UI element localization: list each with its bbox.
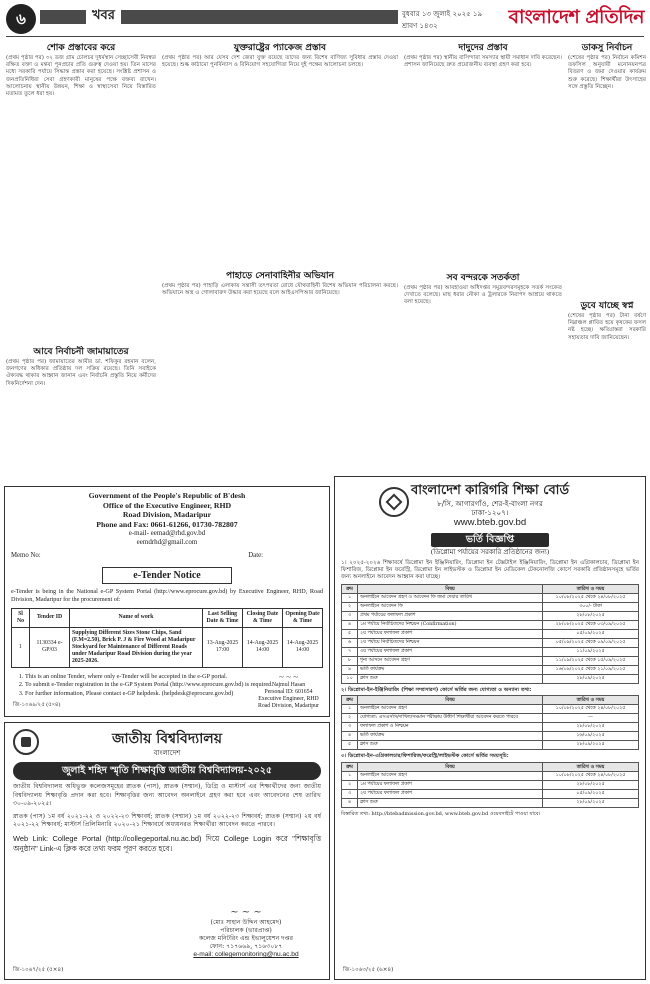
tender-email-1: e-mail- eemad@rhd.gov.bd [128,529,206,537]
header-opening: Opening Date & Time [283,608,323,627]
table-cell: ৪ [342,620,358,629]
table-cell: ৩য় পর্যায়ের ফলাফল প্রকাশ [358,647,543,656]
signature-title: Executive Engineer, RHD [258,696,319,702]
table-header-cell: ক্রম [342,696,358,705]
bteb-crest-icon [379,487,409,517]
schedule-table-1 [341,584,639,684]
table-header-cell: ক্রম [342,584,358,593]
table-header-cell: তারিখ ও সময় [543,763,639,772]
table-cell: ২৮/০৯/২০২৫ [543,741,639,750]
signature-email[interactable]: e-mail: collegemonitoring@nu.ac.bd [193,951,299,958]
university-name: জাতীয় বিশ্ববিদ্যালয় [112,731,222,747]
nu-signature-block [171,907,321,959]
notice-intro: ১। ২০২৫-২০২৬ শিক্ষাবর্ষে ডিপ্লোমা ইন ইঞ্জিনিয়ারিং, ডিপ্লোমা ইন টেক্সটাইল ইঞ্জিনিয়ারিং, ডিপ্লোমা ইন এগ্রিকালচার, ডিপ্লোমা ইন ফিশারিজ, ডিপ্লোমা ইন ফরেস্ট্রি, ডিপ্লোমা ইন লাইভস্টক ও ডিপ্লোমা ইন মেডিকেল টেকনোলজি কোর্সে সরকারি প্রতিষ্ঠানসমূহে ভর্তির জন্য অনলাইনে আবেদন আহ্বান করা যাচ্ছে। [341,560,639,581]
table-row [12,627,323,667]
story-headline: ডাকসু নির্বাচন [581,43,633,53]
header-sl: Sl No [12,608,30,627]
table-cell: অনলাইনে আবেদন গ্রহণ ও আবেদন ফি জমা দেয়ার তারিখ [358,593,543,602]
table-3-caption: ৩। ডিপ্লোমা-ইন-এগ্রিকালচার/ফিশারিজ/ফরেস্ট্রি/লাইভস্টক কোর্সে ভর্তির সময়সূচি: [341,753,509,760]
signature-name: (মোঃ সাহান উদ্দিন আহমেদ) [210,919,282,926]
table-header-cell: বিষয় [358,763,543,772]
news-story-1 [6,42,156,342]
newspaper-logo [492,2,644,34]
news-story-2 [6,346,156,476]
story-body: (শেষের পৃষ্ঠার পর) নির্বাচন কমিশন তফসিল অনুযায়ী মনোনয়নপত্র বিতরণ ও জমা দেওয়ার কার্যক্রম শুরু করেছে। শিক্ষার্থীরা উৎসাহের সঙ্গে প্রস্তুতি নিচ্ছেন। [568,55,646,90]
ad-code: জি-১০৬৭/২৫ (৫×৪) [13,967,64,973]
news-story-5 [404,42,562,262]
memo-label: Memo No: [11,552,41,559]
nu-body [13,783,321,854]
table-row [342,790,639,799]
table-row [342,665,639,674]
signature-name: Najmul Hasan [271,682,306,688]
table-cell: ০৫/০৯/২০২৫ [543,629,639,638]
table-cell: ৪ [342,799,358,808]
table-cell: ৬ [342,638,358,647]
table-header-cell: তারিখ ও সময় [543,696,639,705]
news-story-7 [568,42,646,282]
schedule-table-2 [341,695,639,750]
logo-text: বাংলাদেশ প্রতিদিন [508,6,644,28]
table-cell: ১৬/০৯/২০২৫ থেকে ২১/০৯/২০২৫ [543,665,639,674]
table-cell: ১০/০৮/২০২৫ থেকে ২৪/০৮/২০২৫ [543,772,639,781]
ad-code: জি-১০৬৯/২৫ (৫×৪) [13,702,61,708]
header-closing: Closing Date & Time [243,608,283,627]
nu-paragraph-1: জাতীয় বিশ্ববিদ্যালয় অধিভুক্ত কলেজসমূহের স্নাতক (পাস), স্নাতক (সম্মান), ডিগ্রি ও মাস্টার্স এর শিক্ষার্থীদের জন্য জাতীয় বিশ্ববিদ্যালয় শিক্ষাবৃত্তি প্রদান করা হবে। শিক্ষাবৃত্তির জন্য আবেদন অনলাইনে গ্রহণ করা হবে এবং আবেদনের শেষ তারিখ ৩০-০৯-২০২৫। [13,783,321,808]
tender-office: Office of the Executive Engineer, RHD [102,500,232,510]
news-story-8 [568,300,646,472]
table-cell: ৪ [342,732,358,741]
nu-weblink[interactable]: Web Link: College Portal (http://collegeportal.nu.ac.bd) দিয়ে College Login করে "শিক্ষাবৃত্তি অনুষ্ঠান" Link-এ ক্লিক করে তথ্য ফরম পূরণ করতে হবে। [13,833,321,853]
table-cell: ৫ [342,741,358,750]
table-cell: ২৮/০৯/২০২৫ [543,674,639,683]
table-cell: যোগ্যতা: এসএসসি/দাখিল/সমমান পরীক্ষায় উত্তীর্ণ শিক্ষার্থীরা আবেদন করতে পারবে [358,714,543,723]
issue-date: বুধবার ১৩ জুলাই ২০২৫ ১৯ শ্রাবণ ১৪৩২ [402,10,483,30]
table-cell: ২য় পর্যায়ের ফলাফল প্রকাশ [358,790,543,799]
table-cell: ক্লাস শুরু [358,674,543,683]
ad-code: জি-১০৬৩/২৫ (৬×৪) [343,967,394,973]
signature-phone: ফোন: ৭১৭৬৬৯, ৭১৬৩০৮৭ [209,943,283,950]
notice-subtitle: (ডিপ্লোমা পর্যায়ের সরকারি প্রতিষ্ঠানের জন্য) [430,548,550,556]
table-header-cell: তারিখ ও সময় [543,584,639,593]
table-cell: ১০/০৮/২০২৫ থেকে ২৪/০৮/২০২৫ [543,705,639,714]
cell-work: Supplying Different Sizes Stone Chips, Sand (F.M=2.50), Brick P. J & Fire Wood at Madaripur Stockyard for Maintenance of Different Roads under Madaripur Road Division during the year 2025-2026. [70,627,203,667]
table-cell: ২৮/০৮/২০২৫ থেকে ০৩/০৯/২০২৫ [543,620,639,629]
table-row [342,674,639,683]
table-header-row [12,608,323,627]
signature-mark: ~ ~ ~ [230,907,262,918]
bteb-admission-notice [334,476,646,980]
story-headline: ডুবে যাচ্ছে স্বপ্ন [580,301,634,311]
table-cell: ১ম পর্যায়ে নির্বাচিতদের নিশ্চয়ন (Confirmation) [358,620,543,629]
notice-footer: বিস্তারিত তথ্য: http://btebadmission.gov.bd, www.bteb.gov.bd ওয়েবসাইটে পাওয়া যাবে। [341,811,541,818]
table-cell: শূন্য আসনে আবেদন গ্রহণ [358,656,543,665]
table-cell: ভর্তি কার্যক্রম [358,732,543,741]
table-cell: ২৮/০৯/২০২৫ [543,799,639,808]
note-item: 1. This is an online Tender, where only e-Tender will be accepted in the e-GP portal. [25,673,323,682]
story-headline: শোক প্রস্তাবের করে [46,43,116,53]
tender-table [11,608,323,668]
table-cell: ১ [342,593,358,602]
table-row [342,723,639,732]
table-row [342,602,639,611]
memo-row [11,552,323,559]
cell-id: 1130334 e-GP/03 [30,627,70,667]
table-cell: ১১/০৯/২০২৫ [543,647,639,656]
story-headline: দাদুদের প্রস্তাব [458,43,508,53]
header-selling: Last Selling Date & Time [203,608,243,627]
table-row [342,620,639,629]
table-cell: ১ [342,705,358,714]
table-cell: অনলাইনে আবেদন গ্রহণ [358,772,543,781]
table-row [342,638,639,647]
table-cell: ৮ [342,656,358,665]
table-cell: ১০ [342,674,358,683]
story-headline: সব বন্দরকে সতর্কতা [446,273,520,283]
cell-sl: 1 [12,627,30,667]
table-header-cell: বিষয় [358,584,543,593]
table-cell: ভর্তি কার্যক্রম [358,665,543,674]
board-website[interactable]: www.bteb.gov.bd [453,517,527,528]
story-body: (প্রথম পৃষ্ঠার পর) ৩২ ডজ গ্রাম চোলচর দুধর্মস্থান সেচ্ছাসেবী নিবন্ধর রক্ষিত বক্তা ও মন্তব্য পুনপ্রচার প্রতি গুরুত্ব দেওয়া হয়। তিন মাসের মধ্যে সরকারি পর্যায়ে সিদ্ধান্ত প্রস্তাব করা হয়েছে। সংশ্লিষ্ট প্রশাসন ও জনপ্রতিনিধিরা সেবা গ্রহণকারী মানুষের পক্ষে বক্তব্য রাখেন। আলোচনায় স্থানীয় উন্নয়ন, শিক্ষা ও স্বাস্থ্যসেবা নিয়ে বিস্তারিত মতামত তুলে ধরা হয়। [6,55,156,98]
news-story-3 [162,42,398,212]
table-row [342,732,639,741]
note-item: 2. To submit e-Tender registration in the e-GP System Portal (http://www.eprocure.gov.bd) is required. [25,681,323,690]
table-row [342,705,639,714]
date-label: Date: [248,552,263,559]
scholarship-banner: জুলাই শহিদ স্মৃতি শিক্ষাবৃত্তি জাতীয় বিশ্ববিদ্যালয়-২০২৫ [13,762,321,780]
table-cell: ০৫/০৯/২০২৫ [543,790,639,799]
table-row [342,647,639,656]
table-row [342,629,639,638]
table-cell: ক্লাস শুরু [358,741,543,750]
table-cell: ১০/০৮/২০২৫ থেকে ২৪/০৮/২০২৫ [543,593,639,602]
table-cell: ৯ [342,665,358,674]
story-body: (প্রথম পৃষ্ঠার পর) পাহাড়ি এলাকায় সন্ত্রাসী তৎপরতা রোধে যৌথবাহিনী বিশেষ অভিযান পরিচালনা করছে। অভিযানে অস্ত্র ও গোলাবারুদ উদ্ধার করা হয়েছে বলে আইএসপিআর জানিয়েছে। [162,283,398,297]
tender-gov: Government of the People's Republic of B'desh [88,491,246,500]
signature-title: পরিচালক (ভারপ্রাপ্ত) [220,927,272,934]
table-cell: — [543,714,639,723]
table-cell: ২ [342,602,358,611]
table-cell: ১ [342,772,358,781]
table-cell: ২ [342,714,358,723]
tender-phone: Phone and Fax: 0661-61266, 01730-782807 [96,519,238,529]
tender-title: e-Tender Notice [102,567,232,584]
signature-id: Personal ID: 601654 [264,689,313,695]
signature-office: কলেজ মনিটরিং এন্ড ইভালুয়েশন দপ্তর [198,935,294,942]
e-tender-notice [4,486,330,717]
table-header-row [342,696,639,705]
table-cell: ২য় পর্যায়ে নির্বাচিতদের নিশ্চয়ন [358,638,543,647]
table-cell: ৩ [342,611,358,620]
table-cell: অনলাইনে আবেদন ফি [358,602,543,611]
table-header-row [342,584,639,593]
table-cell: ৩০০/- টাকা [543,602,639,611]
table-cell: ৩ [342,790,358,799]
story-body: (শেষের পৃষ্ঠার পর) টানা বর্ষণে নিম্নাঞ্চল প্লাবিত হয়ে কৃষকের ফসল নষ্ট হচ্ছে। ক্ষতিগ্রস্তরা সরকারি সহায়তার দাবি জানিয়েছেন। [568,313,646,341]
table-cell: ২৮/০৮/২০২৫ [543,611,639,620]
story-headline: যুক্তরাষ্ট্রের প্যাকেজ প্রস্তাব [233,43,327,53]
table-header-cell: ক্রম [342,763,358,772]
table-row [342,799,639,808]
tender-signature-block [258,672,319,710]
table-header-cell: বিষয় [358,696,543,705]
masthead [0,0,650,38]
table-cell: ১১/০৯/২০২৫ থেকে ১৫/০৯/২০২৫ [543,656,639,665]
university-crest-icon [13,729,39,755]
table-row [342,656,639,665]
table-row [342,781,639,790]
page-number: ৬ [6,4,36,34]
table-cell: ৭ [342,647,358,656]
cell-opening: 14-Aug-2025 14:00 [283,627,323,667]
news-story-6 [404,272,562,472]
table-cell: ২৮/০৮/২০২৫ [543,723,639,732]
table-cell: ক্লাস শুরু [358,799,543,808]
section-label: খবর [86,4,121,28]
table-cell: ১৬/০৯/২০২৫ [543,732,639,741]
header-work: Name of work [70,608,203,627]
board-name: বাংলাদেশ কারিগরি শিক্ষা বোর্ড [410,483,570,498]
news-story-4 [162,270,398,476]
table-row [342,772,639,781]
table-cell: প্রথম পর্যায়ের ফলাফল প্রকাশ [358,611,543,620]
tender-division: Road Division, Madaripur [122,510,212,519]
table-cell: ৫ [342,629,358,638]
cell-selling: 13-Aug-2025 17:00 [203,627,243,667]
tender-intro: e-Tender is being in the National e-GP System Portal (http://www.eprocure.gov.bd) by Executive Engineer, RHD, Road Division, Madaripur for the procurement of: [11,588,323,603]
table-cell: ফলাফল প্রকাশ ও নিশ্চয়ন [358,723,543,732]
story-body: (প্রথম পৃষ্ঠার পর) আবহাওয়া অধিদপ্তর সমুদ্রবন্দরসমূহকে সতর্ক সংকেত দেখাতে বলেছে। মাছ ধরার নৌকা ও ট্রলারকে নিরাপদ আশ্রয়ে থাকতে বলা হয়েছে। [404,285,562,306]
story-body: (প্রথম পৃষ্ঠার পর) জামায়াতের আমীর ডা. শফিকুর রহমান বলেন, জনগণের অধিকার প্রতিষ্ঠায় দল সক্রিয় রয়েছে। তিনি সবাইকে ঐক্যবদ্ধ থাকার আহ্বান জানান এবং নির্বাচনি প্রস্তুতি নিয়ে কর্মীদের দিকনির্দেশনা দেন। [6,359,156,387]
nu-paragraph-2: স্নাতক (পাস) ১ম বর্ষ ২০২১-২২ ও ২০২২-২৩ শিক্ষাবর্ষ; স্নাতক (সম্মান) ১ম বর্ষ ২০২২-২৩ শিক্ষাবর্ষ; স্নাতক (সম্মান) ২য় বর্ষ ২০২১-২২ শিক্ষাবর্ষ; মাস্টার্স প্রিলিমিনারি ২০২০-২১ শিক্ষাবর্ষে অধ্যয়নরত শিক্ষার্থীরা আবেদন করতে পারবে। [13,812,321,829]
story-body: (প্রথম পৃষ্ঠার পর) স্থানীয় বাসিন্দারা সমস্যার স্থায়ী সমাধান দাবি করেছেন। প্রশাসন জানিয়েছে দ্রুত প্রয়োজনীয় ব্যবস্থা গ্রহণ করা হবে। [404,55,562,69]
board-address-2: ঢাকা-১২০৭। [471,508,509,517]
schedule-table-3 [341,762,639,808]
table-cell: ২ [342,781,358,790]
table-cell: ৩ [342,723,358,732]
table-row [342,714,639,723]
story-body: (প্রথম পৃষ্ঠার পর) আর যেসব দেশ জেরা যুক্ত রয়েছে তাদের জন্য বিশেষ বাণিজ্য সুবিধার প্রস্তাব দেওয়া হয়েছে। শুল্ক কাঠামো পুনর্বিন্যাস ও বিনিয়োগ সহযোগিতা নিয়ে দুই পক্ষের আলোচনা চলছে। [162,55,398,69]
story-headline: পাহাড়ে সেনাবাহিনীর অভিযান [225,271,334,281]
cell-closing: 14-Aug-2025 14:00 [243,627,283,667]
table-row [342,593,639,602]
signature-office: Road Division, Madaripur [257,703,319,709]
table-cell: ২য় পর্যায়ের ফলাফল প্রকাশ [358,629,543,638]
note-item: 3. For further information, Please contact e-GP helpdesk. (helpdesk@eprocure.gov.bd) [25,690,323,699]
national-university-ad [4,722,330,980]
board-address-1: ৮/সি, আগারগাঁও, শের-ই-বাংলা নগর [437,499,543,508]
table-row [342,741,639,750]
notice-title: ভর্তি বিজ্ঞপ্তি [431,533,549,547]
table-cell: অনলাইনে আবেদন গ্রহণ [358,705,543,714]
header-id: Tender ID [30,608,70,627]
table-2-caption: ২। ডিপ্লোমা-ইন-ইঞ্জিনিয়ারিং (শিক্ষা সম্প্রসারণ) কোর্সে ভর্তির জন্য যোগ্যতা ও অন্যান্য তথ্য: [341,686,532,693]
university-location: বাংলাদেশ [153,749,181,757]
table-header-row [342,763,639,772]
table-cell: ০৫/০৯/২০২৫ থেকে ০৯/০৯/২০২৫ [543,638,639,647]
story-headline: আবে নির্বাচনী জামায়াতের [33,347,129,357]
table-cell: ১ম পর্যায়ের ফলাফল প্রকাশ [358,781,543,790]
signature-mark: ~ ~ ~ [278,672,299,682]
masthead-rule [6,36,644,37]
tender-email-2: eemdrhd@gmail.com [136,538,198,546]
table-row [342,611,639,620]
table-cell: ২৮/০৮/২০২৫ [543,781,639,790]
